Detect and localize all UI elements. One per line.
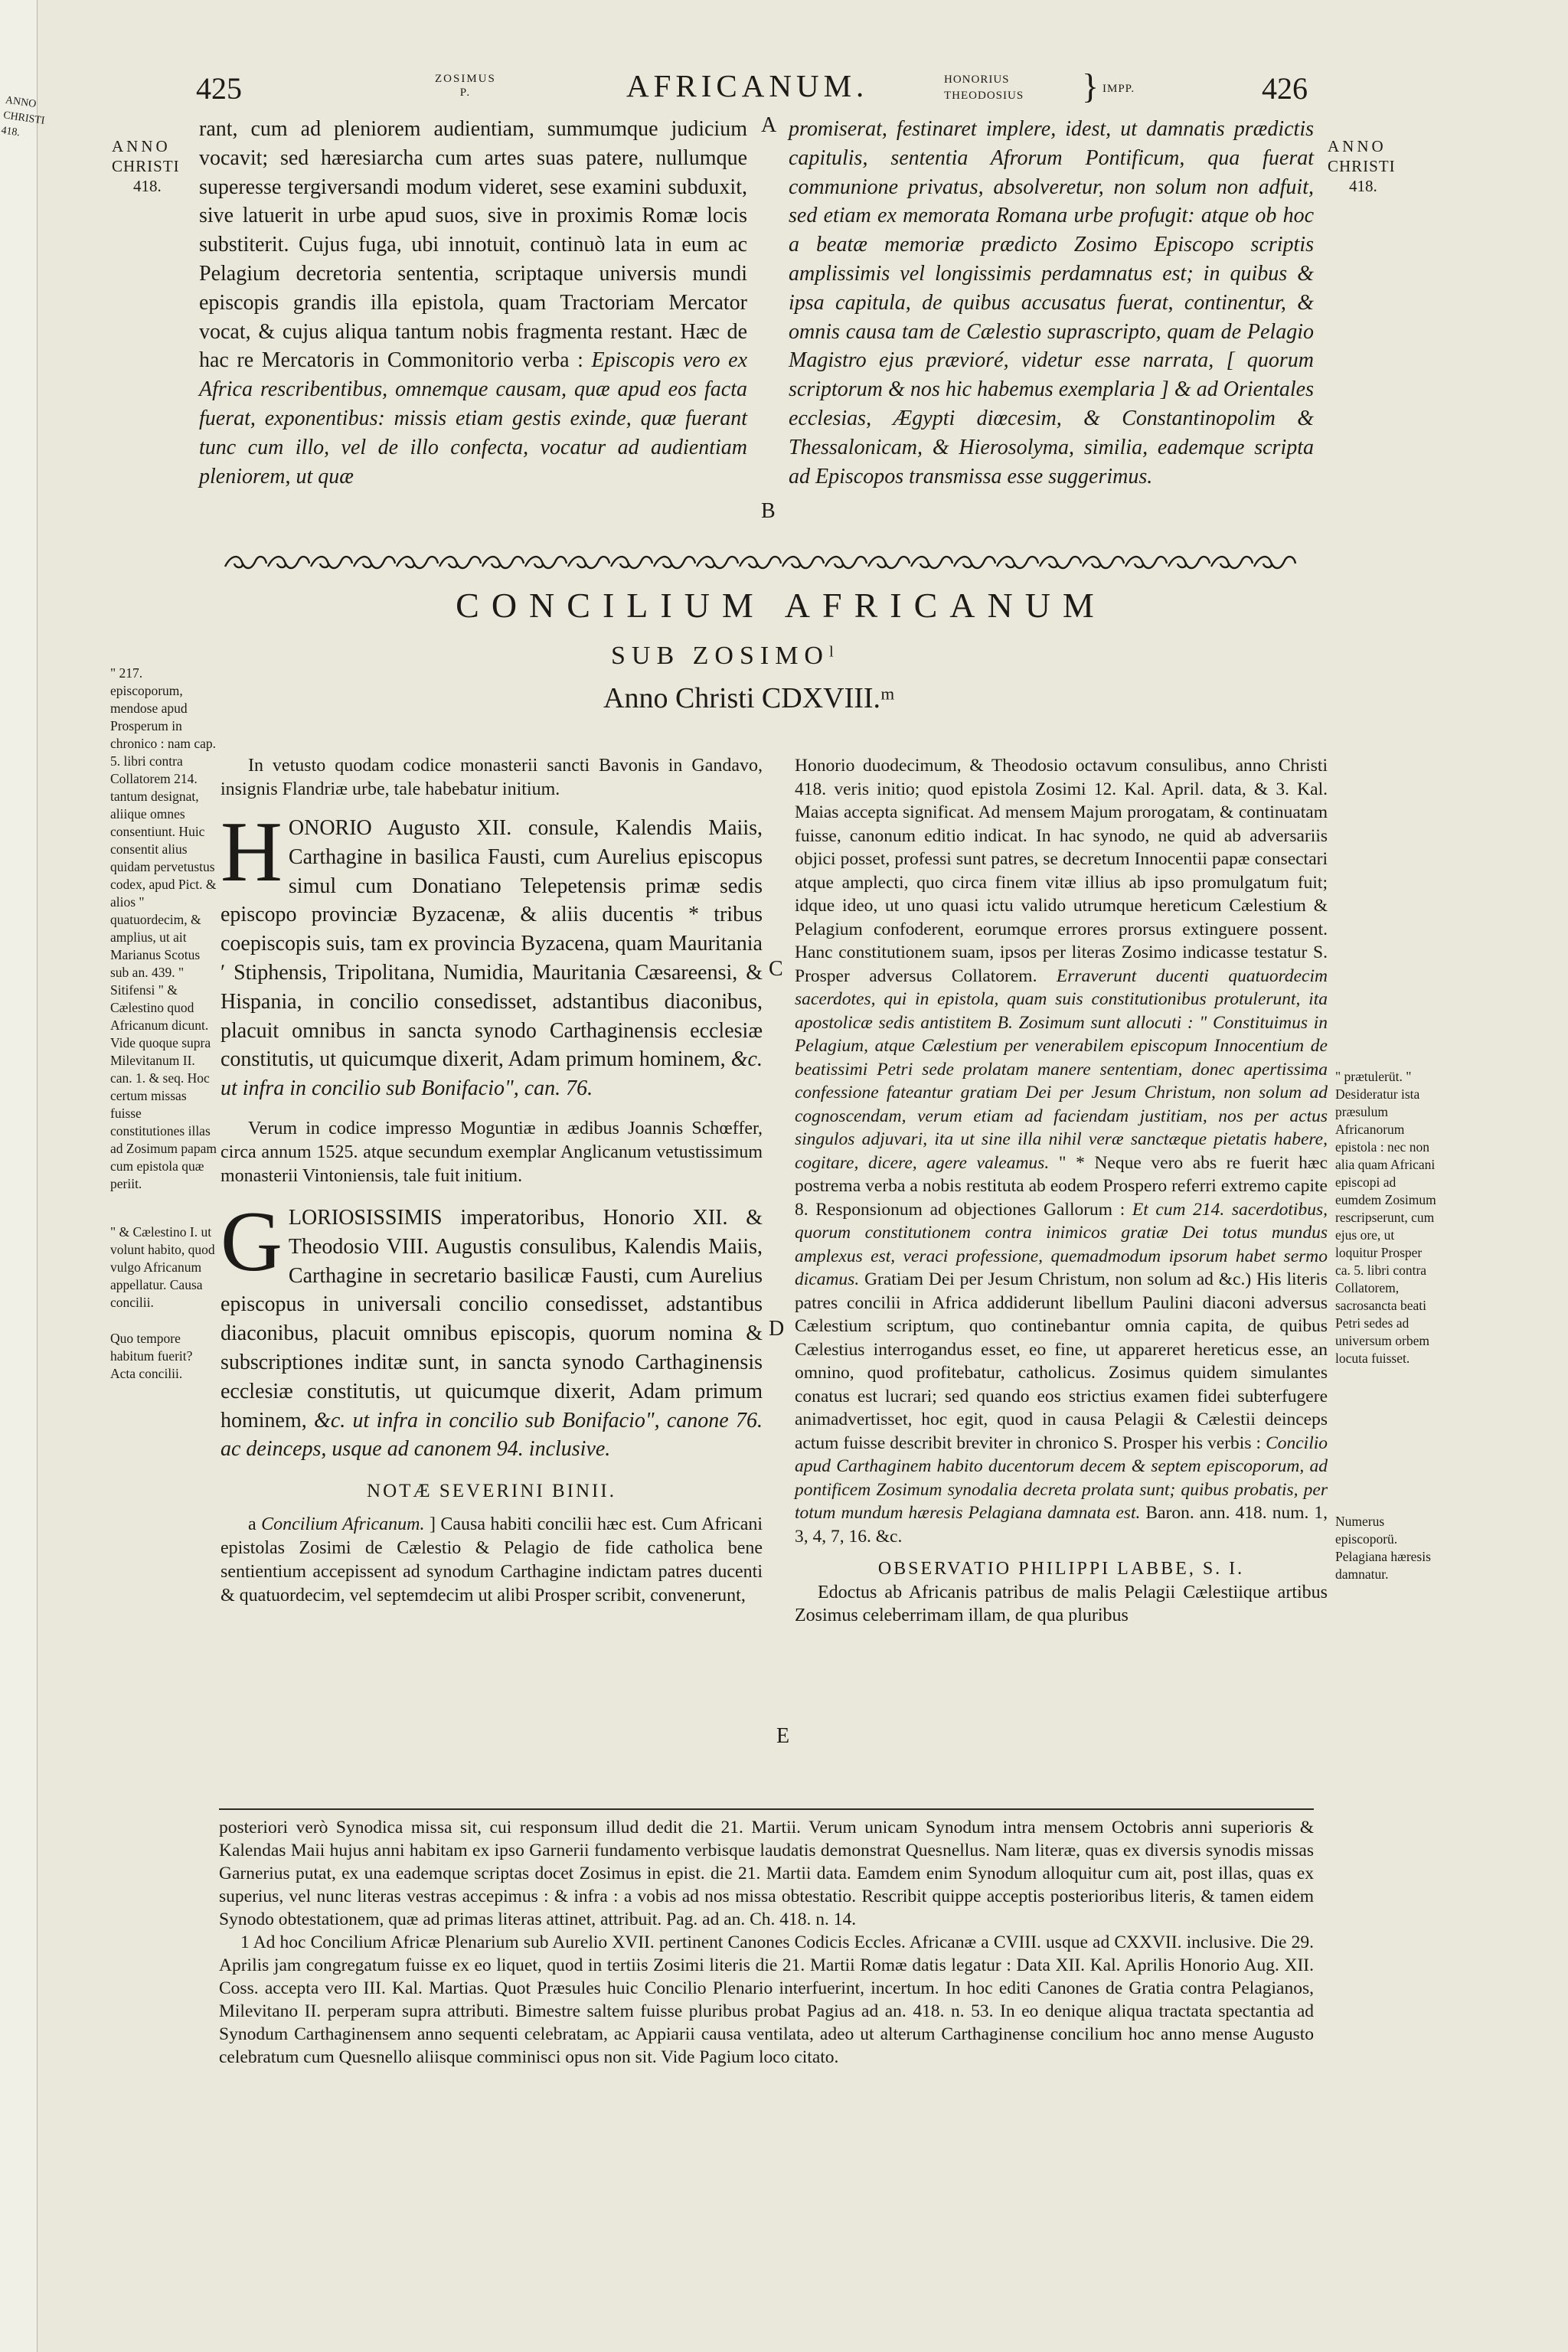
drop-cap-g: G [220, 1194, 283, 1289]
ornament-motif [439, 557, 481, 568]
right-column: Honorio duodecimum, & Theodosio octavum consulibus, anno Christi 418. veris initio; quod epistola Zosimi 12. Kal. April. data, & 3. Kal. Maias accepta significat. Ad mensem Majum prorogatam, & continuatam fuisse, canonum editio indicat. In hac synodo, ne quid ab adversariis objici posset, professi sunt patres, se decretum Innocentii papæ consectari atque amplecti, quo circa finem vitæ illius ab ipso promulgatum fuit; idque ideo, ut uno quasi ictu valido utrumque hereticum Cælestium & Pelagium confoderent, eorumque errores prorsus extinguere possent. Hanc constitutionem suam, ipsos per literas Zosimo indicasse testatur S. Prosper adversus Collatorem. Erraverunt ducenti quatuordecim sacerdotes, qui in epistola, quam suis constitutionibus protulerunt, ita apostolicæ sedis antistitem B. Zosimum sunt allocuti : " Constituimus in Pelagium, atque Cælestium per venerabilem episcopum Innocentium de beatissimi Petri sede prolatam manere sententiam, donec apertissima confessione fateantur gratiam Dei per Jesum Christum, non solum ad cognoscendam, verum etiam ad faciendam justitiam, nos per actus singulos adjuvari, ita ut sine illa nihil veræ sanctæque pietatis habere, cogitare, dicere, agere valeamus. " * Neque vero abs re fuerit hæc postrema verba a nobis restituta ab eodem Prospero referri extremo capite 8. Responsionum ad objectiones Gallorum : Et cum 214. sacerdotibus, quorum constitutionem contra inimicos gratiæ Dei totus mundus amplexus est, veraci professione, quemadmodum ipsorum habet sermo dicamus. Gratiam Dei per Jesum Christum, non solum ad &c.) His literis patres concilii in Africa addiderunt libellum Paulini diaconi adversus Cælestium scriptum, quo continebantur omnia capita, de quibus Cælestius interrogandus esset, eo fine, ut appareret hereticus esse, an omnino, quod profitebatur, catholicus. Zosimus quidem simulantes conatus est lucrari; sed quando eos strictius examen fidei subterfugere animadvertisset, hoc egit, quod in causa Pelagii & Cælestii deinceps actum fuisse describit breviter in chronico S. Prosper his verbis : Concilio apud Carthaginem habito ducentorum decem & septem episcoporum, ad pontificem Zosimum synodalia decreta prolata sunt; quibus probatis, per totum mundum hæresis Pelagiana damnata est. Baron. ann. 418. num. 1, 3, 4, 7, 16. &c. OBSERVATIO PHILIPPI LABBE, S. I. Edoctus ab Africanis patribus de malis Pelagii Cælestiique artibus Zosimus celeberrimam illam, de qua pluribus [795, 756, 1328, 1625]
ornament-motif [1125, 557, 1167, 568]
running-head-zosimus: ZOSIMUS P. [435, 73, 496, 99]
bottom-note-1: posteriori verò Synodica missa sit, cui responsum illud dedit die 21. Martii. Verum unicam Synodum intra mensem Octobris anni superioris & Kalendas Maii hujus anni habitam ex ipso Garnerii fundamento verbisque laudatis demonstrat Quesnellus. Nam literæ, quas ex diversis synodis missas Garnerius putat, ex una eademque scriptas docet Zosimus in epist. die 21. Martii data. Eamdem enim Synodum alloquitur cum ait, post illas, quas ex superius, vel nunc literas vestras accepimus : & infra : a vobis ad nos missa obtestatio. Rescribit quippe acceptis posterioribus literis, & tamen eidem Synodo obtestationem, quæ ad primas literas attinet, attribuit. Pag. ad an. Ch. 418. n. 14. [219, 1818, 1314, 1929]
ornament-motif [1254, 557, 1295, 568]
ornament-motif [954, 557, 995, 568]
ornament-motif [825, 557, 867, 568]
page-number-left: 425 [196, 71, 242, 106]
ornamental-band [222, 550, 1315, 574]
margin-notes-right [1335, 1068, 1436, 1602]
section-letter-d: D [769, 1317, 785, 1341]
notae-heading: NOTÆ SEVERINI BINII. [367, 1481, 616, 1502]
ornament-motif [1083, 557, 1124, 568]
column-rule [219, 1808, 1314, 1810]
section-letter-c: C [769, 957, 783, 981]
intro-note: In vetusto quodam codice monasterii sancti Bavonis in Gandavo, insignis Flandriæ urbe, tale habebatur initium. [220, 756, 763, 799]
ornament-motif [740, 557, 781, 568]
bottom-notes [219, 1816, 1314, 2069]
bottom-note-2: 1 Ad hoc Concilium Africæ Plenarium sub Aurelio XVII. pertinent Canones Codicis Eccles. Africanæ a CVIII. usque ad CXXVII. inclusive. Die 29. Aprilis jam congregatum fuisse ex eo liquet, quod in tertiis Zosimi literis die 21. Martii Romæ datis legatur : Data XII. Kal. Aprilis Honorio Aug. XII. Coss. accepta vero III. Kal. Martias. Quot Præsules huic Concilio Plenario interfuerint, incertum. In hoc editi Canones de Gratia contra Pelagianos, Milevitano II. perperam supra attributi. Bimestre saltem fuisse pluribus probat Pagius ad an. 418. n. 53. In eo denique aliqua tractata spectantia ad Synodum Carthaginensem anno sequenti celebratam, ac Appiarii causa ventilata, adeo ut alterum Carthaginense concilium hoc anno mense Augusto celebratum cum Quesnello aliisque comminisci opus non sit. Vide Pagium loco citato. [219, 1932, 1314, 2067]
second-opening: G LORIOSISSIMIS imperatoribus, Honorio XII. & Theodosio VIII. Augustis consulibus, Kalendis Maiis, Carthagine in secretario basilicæ Fausti, cum Aurelius episcopus in universali concilio consedisset, adstantibus diaconibus, placuit omnibus episcopis, quorum nomina & subscriptiones inditæ sunt, in sancta synodo Carthaginensis ecclesiæ constitutis, ut quicumque dixerit, Adam primum hominem, &c. ut infra in concilio sub Bonifacio", canone 76. ac deinceps, usque ad canonem 94. inclusive. [220, 1194, 763, 1462]
top-right-text: promiserat, festinaret implere, idest, ut damnatis prædictis capitulis, sententia Afrorum Pontificum, qua fuerat communione privatus, absolveretur, non solum non adfuit, sed etiam ex memorata Romana urbe profugit: atque ob hoc a beatæ memoriæ prædicto Zosimo Episcopo scriptis amplissimis vel longissimis perdamnatus est; in quibus & ipsa capitula, de quibus accusatus fuerat, continentur, & omnis causa tam de Cælestio suprascripto, quam de Pelagio Magistro ejus prævioré, videtur esse narrata, [ quorum scriptorum & nos hic habemus exemplaria ] & ad Orientales ecclesias, Ægypti diœcesim, & Constantinopolim & Thessalonicam, & Hierosolyma, similia, eademque scripta ad Episcopos transmissa esse suggerimus. [789, 117, 1314, 488]
ornament-motif [611, 557, 652, 568]
ornament-motif [568, 557, 609, 568]
notae-text: a Concilium Africanum. ] Causa habiti concilii hæc est. Cum Africani epistolas Zosimi de Cælestio & Pelagio de fide catholica bene sentientium accepissent ad synodum Carthagine indictam patres ducenti & quatuordecim, vel septemdecim ut alibi Prosper scribit, convenerunt, [220, 1514, 763, 1606]
running-head-impp: IMPP. [1102, 83, 1135, 95]
ornament-motif [911, 557, 952, 568]
ornament-motif [268, 557, 309, 568]
left-column [220, 754, 763, 1608]
margin-note: " & Cælestino I. ut volunt habito, quod vulgo Africanum appellatur. Causa concilii. [110, 1224, 215, 1310]
second-intro: Verum in codice impresso Moguntiæ in ædibus Joannis Schœffer, circa annum 1525. atque secundum exemplar Anglicanum vetustissimum monasterii Vintoniensis, tale fuit initium. [220, 1118, 763, 1186]
section-letter-a: A [761, 113, 777, 137]
ornament-motif [1040, 557, 1081, 568]
margin-note: " prætulerüt. " Desideratur ista præsulum Africanorum epistola : nec non alia quam Africani episcopi ad eumdem Zosimum rescripserunt, cum ejus ore, ut loquitur Prosper ca. 5. libri contra Collatorem, sacrosancta beati Petri sedes ad universum orbem locuta fuisset. [1335, 1069, 1436, 1366]
council-subtitle: SUB ZOSIMOˡ [611, 642, 840, 670]
ornament-motif [1168, 557, 1210, 568]
section-letter-e: E [776, 1724, 790, 1748]
running-head-emperors: HONORIUS THEODOSIUS [944, 74, 1024, 102]
ornament-motif [397, 557, 438, 568]
margin-note: Quo tempore habitum fuerit? Acta concilii. [110, 1331, 193, 1381]
previous-page-edge [0, 0, 46, 2352]
ornament-motif [1211, 557, 1253, 568]
edge-anno: ANNO CHRISTI 418. [0, 94, 46, 139]
anno-christi-left: ANNO CHRISTI 418. [112, 137, 180, 195]
council-title: CONCILIUM AFRICANUM [456, 586, 1106, 625]
ornament-motif [654, 557, 695, 568]
observatio-heading: OBSERVATIO PHILIPPI LABBE, S. I. [877, 1559, 1245, 1579]
ornament-motif [997, 557, 1038, 568]
margin-notes-left [110, 665, 217, 1401]
margin-note: " 217. episcoporum, mendose apud Prosperum in chronico : nam cap. 5. libri contra Collatorem 214. tantum designat, aliique omnes consentiunt. Huic consentit alius quidam pervetustus codex, apud Pict. & alios " quatuordecim, & amplius, ut ait Marianus Scotus sub an. 439. " Sitifensi " & Cælestino quod Africanum dicunt. Vide quoque supra Milevitanum II. can. 1. & seq. Hoc certum missas fuisse constitutiones illas ad Zosimum papam cum epistola quæ periit. [110, 665, 217, 1191]
page-number-right: 426 [1262, 71, 1308, 106]
section-letter-b: B [761, 499, 776, 523]
brace-glyph: } [1082, 67, 1099, 106]
observatio-text: Edoctus ab Africanis patribus de malis Pelagii Cælestiique artibus Zosimus celeberrimam illam, de qua pluribus [795, 1582, 1328, 1625]
ornament-motif [482, 557, 524, 568]
running-title: AFRICANUM. [626, 68, 869, 103]
margin-note: Numerus episcoporü. Pelagiana hæresis damnatur. [1335, 1514, 1431, 1582]
ornament-motif [354, 557, 395, 568]
ornament-motif [697, 557, 738, 568]
council-year: Anno Christi CDXVIII.ᵐ [603, 682, 895, 714]
anno-christi-right: ANNO CHRISTI 418. [1328, 137, 1396, 195]
ornament-motif [868, 557, 910, 568]
ornament-motif [782, 557, 824, 568]
first-opening: H ONORIO Augusto XII. consule, Kalendis Maiis, Carthagine in basilica Fausti, cum Aurelius episcopus simul cum Donatiano Telepetensis primæ sedis episcopo provinciæ Byzacenæ, & aliis ducentis * tribus coepiscopis suis, tam ex provincia Byzacena, quam Mauritania ʹ Stiphensis, Tripolitana, Numidia, Mauritania Cæsareensi, & Hispania, in concilio consedisset, adstantibus diaconibus, placuit omnibus in sancta synodo Carthaginensis ecclesiæ constitutis, ut quicumque dixerit, Adam primum hominem, &c. ut infra in concilio sub Bonifacio", can. 76. [220, 805, 763, 1101]
ornament-motif [225, 557, 266, 568]
ornament-motif [525, 557, 567, 568]
top-left-text: rant, cum ad pleniorem audientiam, summumque judicium vocavit; sed hæresiarcha cum artes suas patere, nullumque superesse tergiversandi modum videret, sese examini subduxit, sive latuerit in urbe apud suos, sive in proximis Romæ locis substiterit. Cujus fuga, ubi innotuit, continuò lata in eum ac Pelagium decretoria sententia, scriptaque universis mundi episcopis grandis illa epistola, quam Tractoriam Mercator vocat, & cujus aliqua tantum nobis fragmenta restant. Hæc de hac re Mercatoris in Commonitorio verba : Episcopis vero ex Africa rescribentibus, omnemque causam, quæ apud eos facta fuerat, exponentibus: missis etiam gestis exinde, quæ fuerant tunc cum illo, vel de illo confecta, vocatur ad audientiam pleniorem, ut quæ [199, 117, 748, 488]
ornament-motif [311, 557, 352, 568]
drop-cap-h: H [220, 805, 283, 900]
